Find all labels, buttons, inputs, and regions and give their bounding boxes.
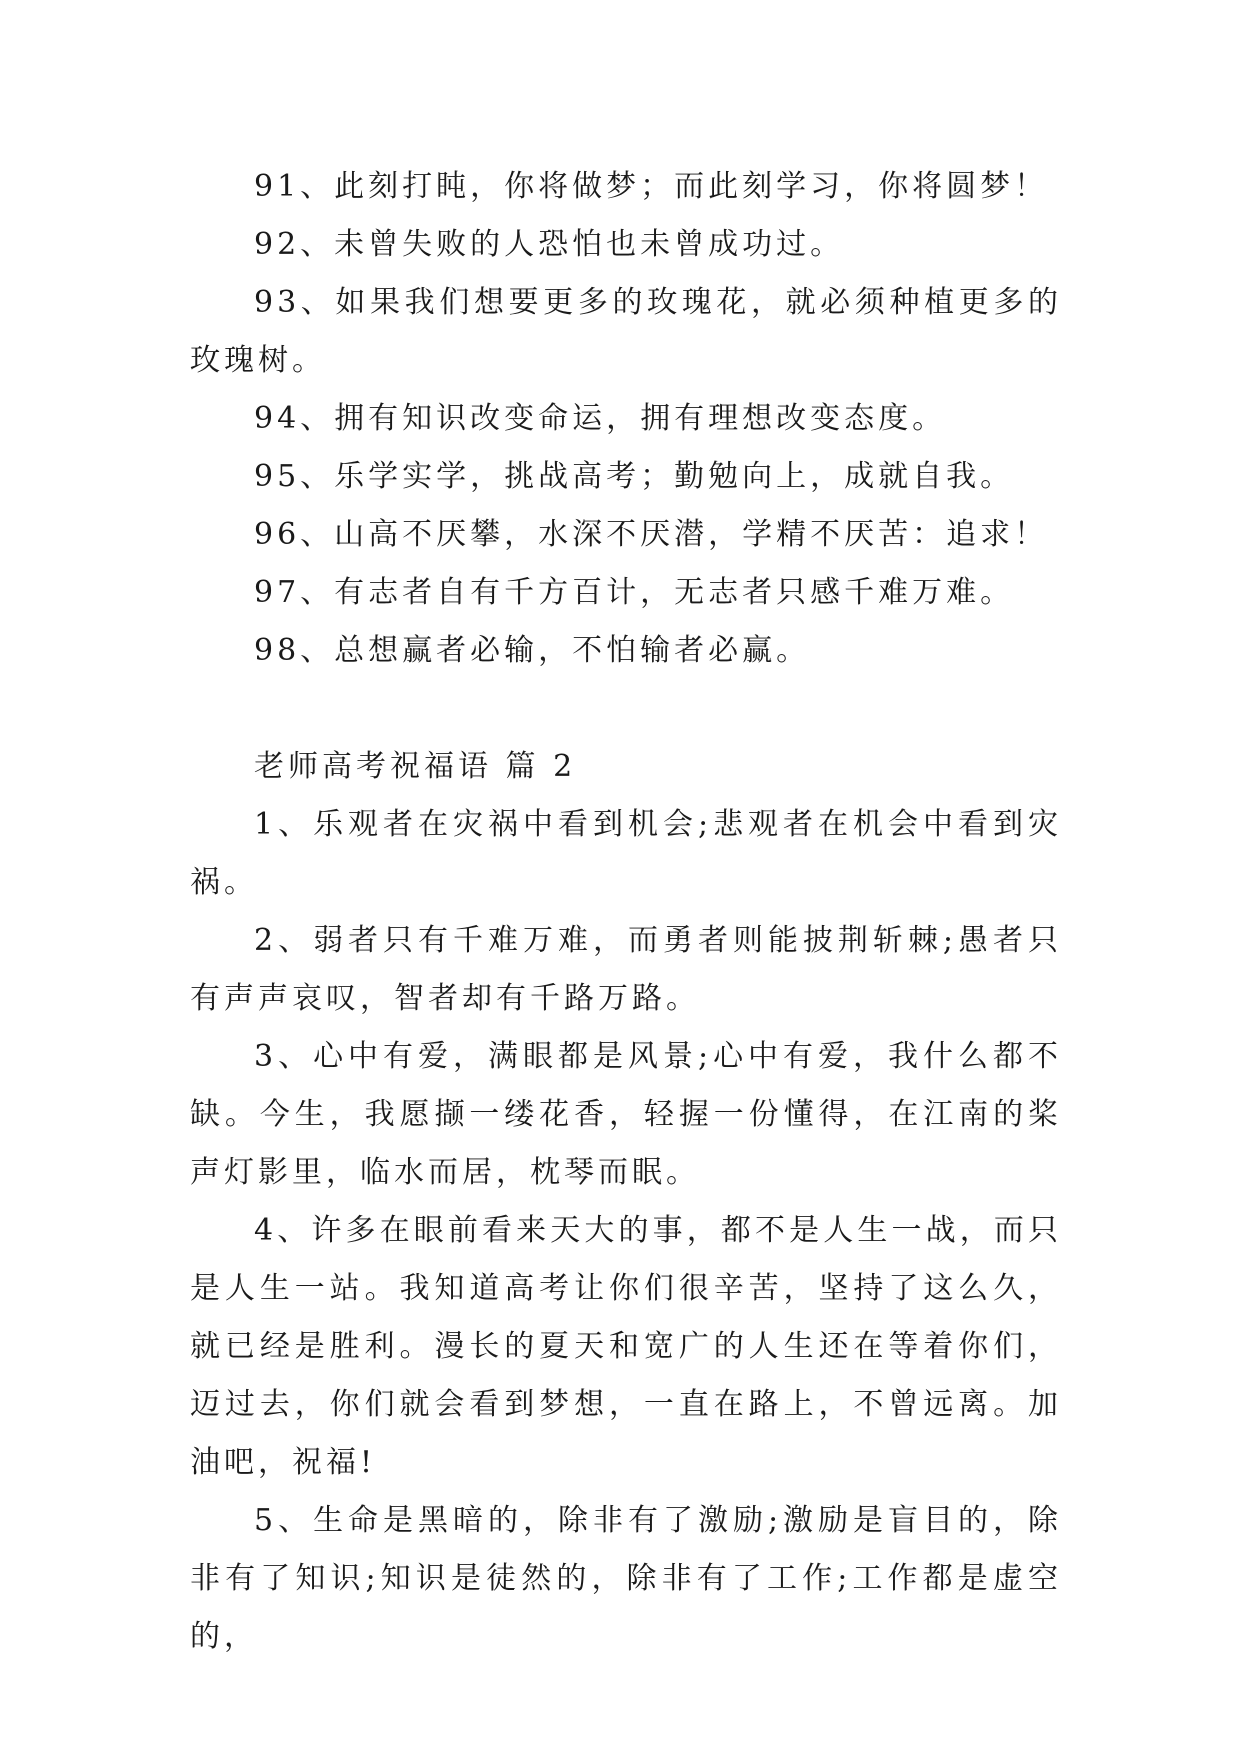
paragraph-91: 91、此刻打盹，你将做梦；而此刻学习，你将圆梦！ [254,169,1049,204]
section-heading: 老师高考祝福语 篇 2 [254,749,577,784]
paragraph-5: 5、生命是黑暗的，除非有了激励;激励是盲目的，除非有了知识;知识是徒然的，除非有了工作;工作都是虚空的， [190,1503,1062,1654]
paragraph-92: 92、未曾失败的人恐怕也未曾成功过。 [254,227,845,262]
paragraph-1: 1、乐观者在灾祸中看到机会;悲观者在机会中看到灾祸。 [190,807,1062,900]
paragraph-3: 3、心中有爱，满眼都是风景;心中有爱，我什么都不缺。今生，我愿撷一缕花香，轻握一份懂得，在江南的桨声灯影里，临水而居，枕琴而眠。 [190,1039,1062,1190]
paragraph-93: 93、如果我们想要更多的玫瑰花，就必须种植更多的玫瑰树。 [190,285,1062,378]
paragraph-4: 4、许多在眼前看来天大的事，都不是人生一战，而只是人生一站。我知道高考让你们很辛苦，坚持了这么久，就已经是胜利。漫长的夏天和宽广的人生还在等着你们，迈过去，你们就会看到梦想，一直在路上，不曾远离。加油吧，祝福! [190,1213,1062,1480]
paragraph-96: 96、山高不厌攀，水深不厌潜，学精不厌苦：追求！ [254,517,1049,552]
paragraph-98: 98、总想赢者必输，不怕输者必赢。 [254,633,811,668]
section-spacer [190,680,1062,738]
paragraph-97: 97、有志者自有千方百计，无志者只感千难万难。 [254,575,1015,610]
paragraph-95: 95、乐学实学，挑战高考；勤勉向上，成就自我。 [254,459,1015,494]
document-page [190,158,1062,1666]
paragraph-2: 2、弱者只有千难万难，而勇者则能披荆斩棘;愚者只有声声哀叹，智者却有千路万路。 [190,923,1062,1016]
paragraph-94: 94、拥有知识改变命运，拥有理想改变态度。 [254,401,947,436]
